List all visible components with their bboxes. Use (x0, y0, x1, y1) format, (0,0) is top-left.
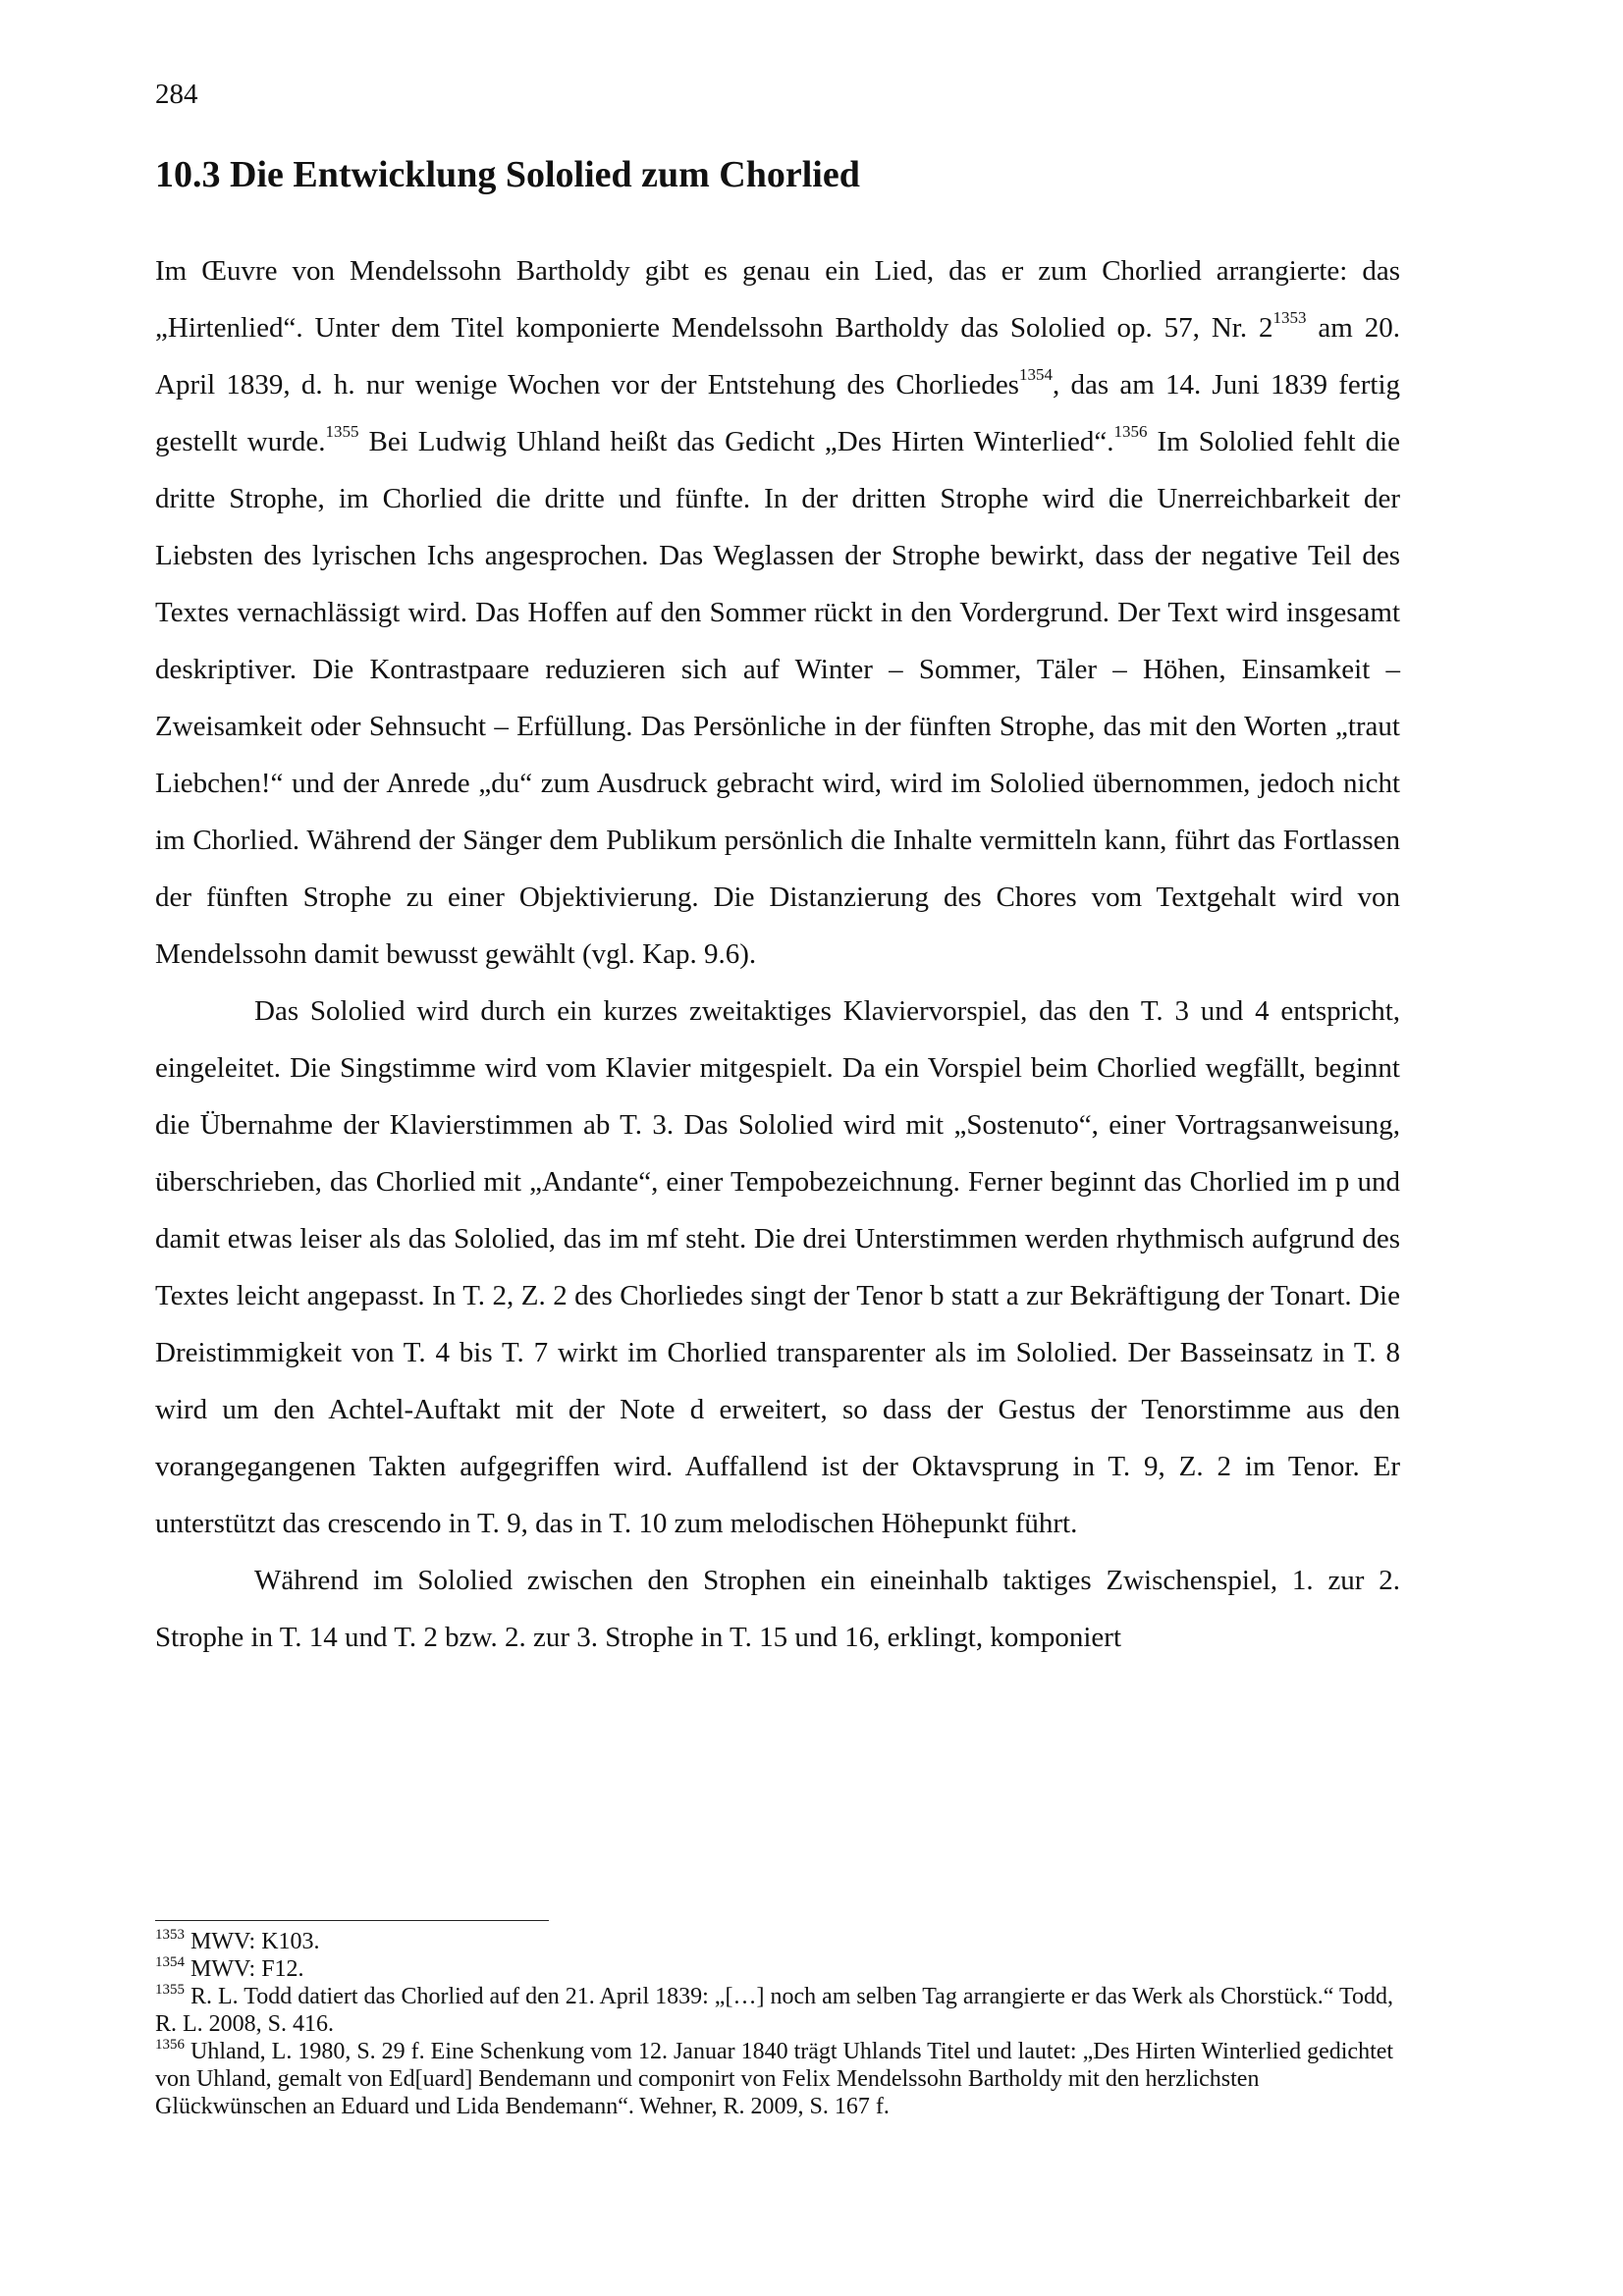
footnote-number: 1355 (155, 1982, 185, 1998)
section-heading: 10.3 Die Entwicklung Sololied zum Chorlied (155, 154, 860, 195)
footnote-text: MWV: F12. (190, 1956, 304, 1982)
footnote-ref-1353: 1353 (1272, 308, 1307, 327)
text-run: , das am 14. Juni 1839 fertig gestellt wurde. (155, 369, 1401, 457)
body-text (155, 242, 1400, 1666)
footnote-1354 (155, 1955, 1400, 1983)
text-run: Im Sololied fehlt die dritte Strophe, im Chorlied die dritte und fünfte. In der dritten Strophe wird die Unerreichbarkeit der Liebsten des lyrischen Ichs angesprochen. Das Weglassen der Strophe bewirkt, dass der negative Teil des Textes vernachlässigt wird. Das Hoffen auf den Sommer rückt in den Vordergrund. Der Text wird insgesamt deskriptiver. Die Kontrastpaare reduzieren sich auf Winter – Sommer, Täler – Höhen, Einsamkeit – Zweisamkeit oder Sehnsucht – Erfüllung. Das Persönliche in der fünften Strophe, das mit den Worten „traut Liebchen!“ und der Anrede „du“ zum Ausdruck gebracht wird, wird im Sololied übernommen, jedoch nicht im Chorlied. Während der Sänger dem Publikum persönlich die Inhalte vermitteln kann, führt das Fortlassen der fünften Strophe zu einer Objektivierung. Die Distanzierung des Chores vom Textgehalt wird von Mendelssohn damit bewusst gewählt (vgl. Kap. 9.6). (155, 426, 1400, 970)
footnote-ref-1354: 1354 (1018, 365, 1053, 384)
footnote-1356 (155, 2038, 1400, 2120)
text-run: Im Œuvre von Mendelssohn Bartholdy gibt es genau ein Lied, das er zum Chorlied arrangierte: das „Hirtenlied“. Unter dem Titel komponierte Mendelssohn Bartholdy das Sololied op. 57, Nr. 2 (155, 255, 1400, 344)
text-run: Während im Sololied zwischen den Strophen ein eineinhalb taktiges Zwischenspiel, 1. zur 2. Strophe in T. 14 und T. 2 bzw. 2. zur 3. Strophe in T. 15 und 16, erklingt, komponiert (155, 1565, 1400, 1653)
footnote-text: R. L. Todd datiert das Chorlied auf den 21. April 1839: „[…] noch am selben Tag arrangierte er das Werk als Chorstück.“ Todd, R. L. 2008, S. 416. (155, 1984, 1393, 2037)
text-run: am 20. April 1839, d. h. nur wenige Wochen vor der Entstehung des Chorliedes (155, 312, 1401, 400)
footnote-separator (155, 1920, 549, 1921)
page-number: 284 (155, 79, 198, 110)
paragraph (155, 242, 1400, 983)
footnote-number: 1354 (155, 1954, 185, 1970)
paragraph (155, 1552, 1400, 1666)
text-run: Das Sololied wird durch ein kurzes zweitaktiges Klaviervorspiel, das den T. 3 und 4 entspricht, eingeleitet. Die Singstimme wird vom Klavier mitgespielt. Da ein Vorspiel beim Chorlied wegfällt, beginnt die Übernahme der Klavierstimmen ab T. 3. Das Sololied wird mit „Sostenuto“, einer Vortragsanweisung, überschrieben, das Chorlied mit „Andante“, einer Tempobezeichnung. Ferner beginnt das Chorlied im p und damit etwas leiser als das Sololied, das im mf steht. Die drei Unterstimmen werden rhythmisch aufgrund des Textes leicht angepasst. In T. 2, Z. 2 des Chorliedes singt der Tenor b statt a zur Bekräftigung der Tonart. Die Dreistimmigkeit von T. 4 bis T. 7 wirkt im Chorlied transparenter als im Sololied. Der Basseinsatz in T. 8 wird um den Achtel-Auftakt mit der Note d erweitert, so dass der Gestus der Tenorstimme aus den vorangegangenen Takten aufgegriffen wird. Auffallend ist der Oktavsprung in T. 9, Z. 2 im Tenor. Er unterstützt das crescendo in T. 9, das in T. 10 zum melodischen Höhepunkt führt. (155, 995, 1400, 1539)
footnotes (155, 1928, 1400, 2120)
paragraph (155, 983, 1400, 1552)
footnote-1355 (155, 1983, 1400, 2038)
text-run: Bei Ludwig Uhland heißt das Gedicht „Des Hirten Winterlied“. (358, 426, 1114, 457)
footnote-number: 1356 (155, 2037, 185, 2053)
footnote-ref-1356: 1356 (1113, 422, 1148, 441)
footnote-text: MWV: K103. (190, 1929, 320, 1954)
footnote-number: 1353 (155, 1927, 185, 1943)
footnote-1353 (155, 1928, 1400, 1955)
footnote-text: Uhland, L. 1980, S. 29 f. Eine Schenkung vom 12. Januar 1840 trägt Uhlands Titel und lautet: „Des Hirten Winterlied gedichtet von Uhland, gemalt von Ed[uard] Bendemann und componirt von Felix Mendelssohn Bartholdy mit den herzlichsten Glückwünschen an Eduard und Lida Bendemann“. Wehner, R. 2009, S. 167 f. (155, 2039, 1394, 2119)
footnote-ref-1355: 1355 (325, 422, 359, 441)
